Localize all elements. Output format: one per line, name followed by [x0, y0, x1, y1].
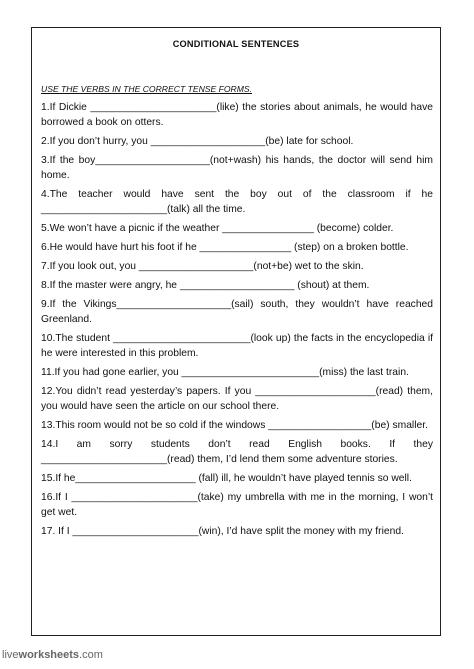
- instruction-text: USE THE VERBS IN THE CORRECT TENSE FORMS.: [41, 84, 253, 94]
- exercise-item: 14.I am sorry students don’t read English books. If they ______________________(read) them, I’d lend them some adventure stories.: [41, 439, 433, 465]
- exercise-item: 10.The student ________________________(look up) the facts in the encyclopedia if he were interested in this problem.: [41, 333, 433, 359]
- footer-logo: [2, 649, 103, 661]
- exercise-item: 2.If you don’t hurry, you ____________________(be) late for school.: [41, 136, 354, 147]
- exercise-item: 1.If Dickie ______________________(like) the stories about animals, he would have borrowed a book on otters.: [41, 102, 433, 128]
- exercise-item: 17. If I ______________________(win), I’d have split the money with my friend.: [41, 526, 404, 537]
- exercise-item: 16.If I ______________________(take) my umbrella with me in the morning, I won’t get wet.: [41, 492, 433, 518]
- exercise-item: 5.We won’t have a picnic if the weather ________________ (become) colder.: [41, 223, 394, 234]
- worksheet-frame: [31, 27, 441, 636]
- worksheet-title: CONDITIONAL SENTENCES: [172, 39, 300, 49]
- exercise-item: 6.He would have hurt his foot if he ________________ (step) on a broken bottle.: [41, 242, 409, 253]
- footer-brand: worksheets: [18, 649, 80, 661]
- footer-suffix: .com: [79, 649, 103, 661]
- exercise-item: 7.If you look out, you ____________________(not+be) wet to the skin.: [41, 261, 364, 272]
- exercise-item: 12.You didn’t read yesterday’s papers. If you _____________________(read) them, you would have seen the article on our school there.: [41, 386, 433, 412]
- exercise-item: 11.If you had gone earlier, you ________________________(miss) the last train.: [41, 367, 409, 378]
- exercise-item: 8.If the master were angry, he ____________________ (shout) at them.: [41, 280, 370, 291]
- exercise-item: 9.If the Vikings____________________(sail) south, they wouldn’t have reached Greenland.: [41, 299, 433, 325]
- exercise-item: 4.The teacher would have sent the boy out of the classroom if he ______________________(talk) all the time.: [41, 189, 433, 215]
- footer-prefix: live: [2, 649, 19, 661]
- exercise-list: [41, 100, 433, 543]
- exercise-item: 15.If he_____________________ (fall) ill, he wouldn’t have played tennis so well.: [41, 473, 412, 484]
- exercise-item: 3.If the boy____________________(not+wash) his hands, the doctor will send him home.: [41, 155, 433, 181]
- exercise-item: 13.This room would not be so cold if the windows __________________(be) smaller.: [41, 420, 428, 431]
